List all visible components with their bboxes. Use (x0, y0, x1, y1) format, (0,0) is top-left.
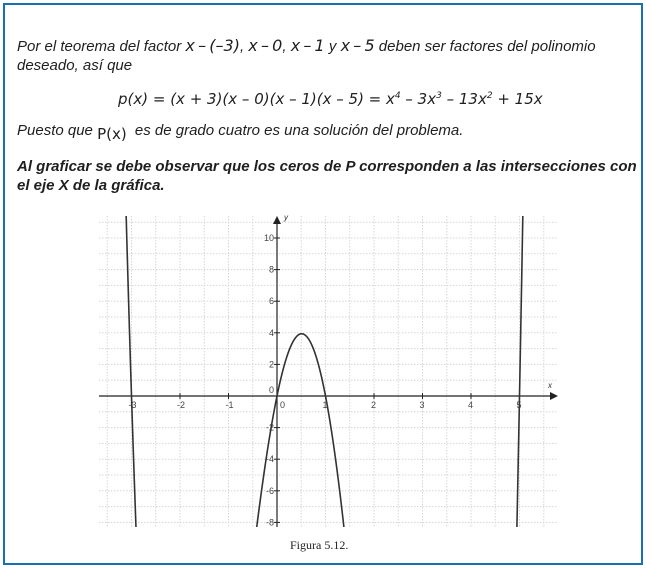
y-tick-label: 10 (263, 233, 274, 243)
x-tick-label: 5 (516, 400, 522, 410)
x-tick-label: 4 (468, 400, 474, 410)
y-tick-label: 0 (268, 385, 274, 395)
y-tick-label: -6 (265, 485, 274, 496)
x-axis-arrow (550, 392, 558, 400)
intro-paragraph: Por el teorema del factor x – (–3), x – 0, x – 1 y x – 5 deben ser factores del polinomio deseado, así que (17, 36, 596, 74)
factor-3: x – 1 (290, 36, 325, 55)
factor-4: x – 5 (340, 36, 375, 55)
intro-text-start: Por el teorema del factor (17, 38, 182, 55)
y-tick-label: 2 (268, 359, 274, 370)
connector-y: y (328, 38, 337, 55)
y-tick-label: -4 (265, 454, 274, 465)
x-axis-label: x (548, 381, 552, 390)
factor-1: x – (–3) (185, 36, 240, 55)
y-tick-label: 8 (268, 264, 274, 275)
p-of-x: P(x) (97, 125, 127, 143)
degree-text-start: Puesto que (17, 122, 93, 139)
exponent-4: 4 (394, 91, 401, 101)
y-axis-arrow (273, 216, 281, 224)
graph-paragraph: Al graficar se debe observar que los ceros de P corresponden a las intersecciones con el eje X de la gráfica. (17, 158, 637, 194)
y-tick-label: 4 (268, 327, 274, 338)
y-axis-label: y (284, 213, 288, 222)
y-tick-label: 6 (268, 296, 274, 307)
exponent-2: 2 (486, 91, 493, 101)
equation-term-3: – 13x (441, 90, 487, 108)
equation-lhs: p(x) = (x + 3)(x – 0)(x – 1)(x – 5) = x (118, 90, 395, 108)
equation-term-2: – 3x (400, 90, 437, 108)
intro-text-end: deben ser factores del polinomio deseado, así que (17, 38, 596, 74)
x-tick-label: -1 (225, 400, 234, 410)
degree-text-end: es de grado cuatro es una solución del problema. (134, 122, 464, 139)
y-tick-label: -8 (265, 517, 274, 528)
factor-2: x – 0 (248, 36, 283, 55)
exponent-3: 3 (436, 91, 442, 101)
y-tick-label: -2 (265, 422, 274, 433)
x-tick-label: 3 (419, 400, 425, 410)
x-tick-label: 2 (371, 400, 377, 410)
x-tick-label: -2 (177, 400, 186, 410)
figure-caption: Figura 5.12. (290, 538, 349, 552)
polynomial-curve (107, 0, 544, 574)
equation-term-4: + 15x (492, 90, 543, 108)
x-tick-label: 0 (280, 400, 286, 410)
x-tick-label: 1 (322, 400, 328, 410)
x-tick-label: -3 (128, 400, 137, 410)
